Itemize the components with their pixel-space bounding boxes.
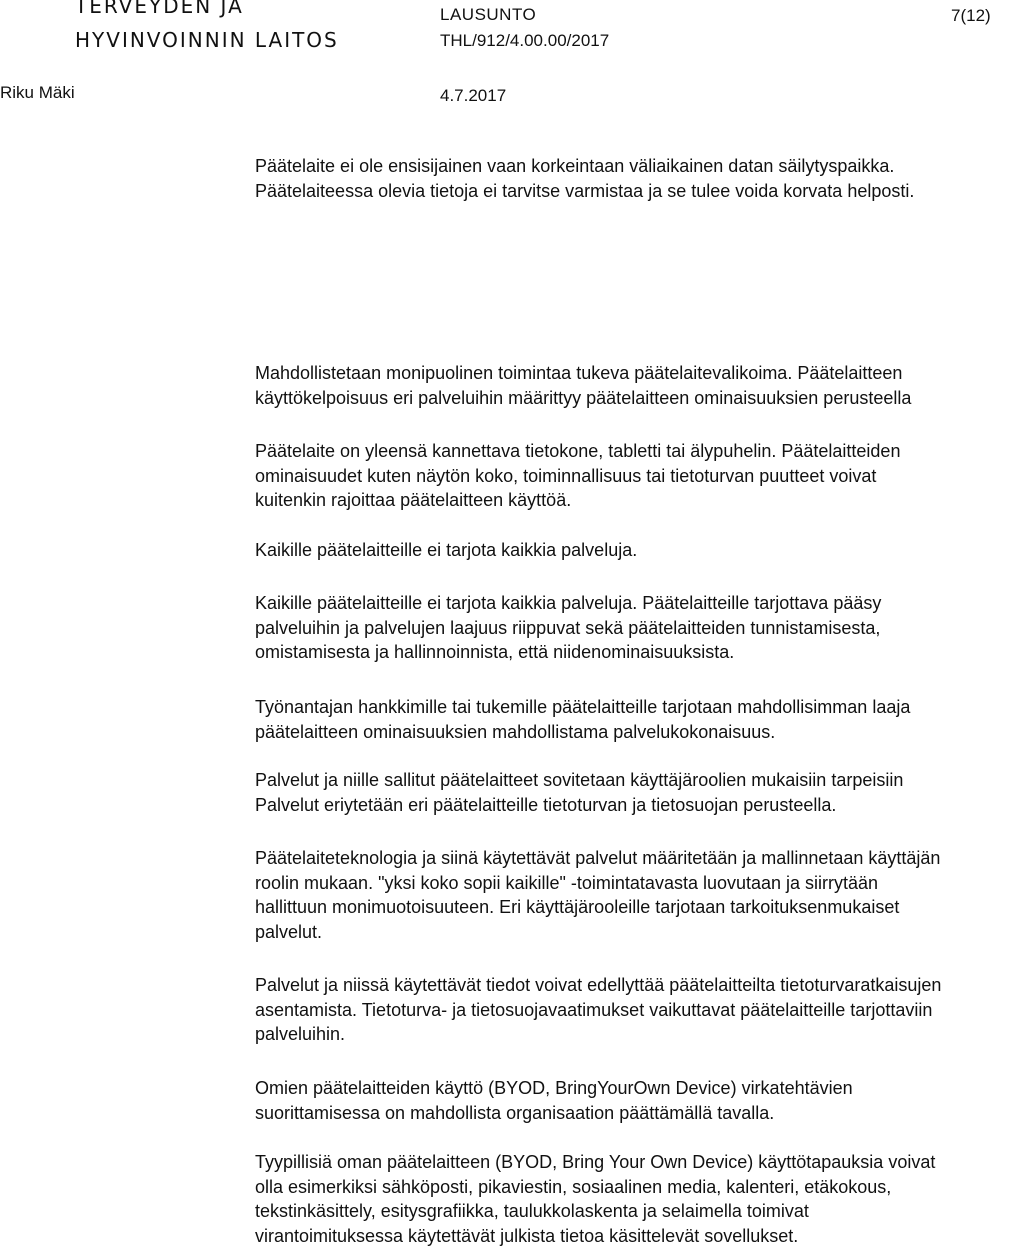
document-date: 4.7.2017 bbox=[440, 86, 507, 105]
paragraph: Päätelaiteteknologia ja siinä käytettävät palvelut määritetään ja mallinnetaan käyttäjän roolin mukaan. "yksi koko sopii kaikille" -toimintatavasta luovutaan ja siirrytään hallittuun monimuotoisuuteen. Eri käyttäjärooleille tarjotaan tarkoituksenmukaiset palvelut. bbox=[255, 848, 941, 942]
paragraph: Kaikille päätelaitteille ei tarjota kaikkia palveluja. bbox=[255, 540, 638, 560]
author-name: Riku Mäki bbox=[0, 83, 75, 102]
paragraph: Palvelut ja niille sallitut päätelaitteet sovitetaan käyttäjäroolien mukaisiin tarpeisiin Palvelut eriytetään eri päätelaitteille tietoturvan ja tietosuojan perusteella. bbox=[255, 770, 904, 815]
document-type: LAUSUNTO bbox=[440, 5, 537, 24]
page-number: 7(12) bbox=[951, 6, 991, 25]
org-name-line2: HYVINVOINNIN LAITOS bbox=[75, 28, 339, 52]
paragraph: Palvelut ja niissä käytettävät tiedot voivat edellyttää päätelaitteilta tietoturvaratkaisujen asentamista. Tietoturva- ja tietosuojavaatimukset vaikuttavat päätelaitteille tarjottaviin palveluihin. bbox=[255, 975, 942, 1044]
paragraph: Mahdollistetaan monipuolinen toimintaa tukeva päätelaitevalikoima. Päätelaitteen käyttökelpoisuus eri palveluihin määrittyy päätelaitteen ominaisuuksien perusteella bbox=[255, 363, 912, 408]
paragraph: Tyypillisiä oman päätelaitteen (BYOD, Bring Your Own Device) käyttötapauksia voivat olla esimerkiksi sähköposti, pikaviestin, sosiaalinen media, kalenteri, etäkokous, tekstinkäsittely, esitysgrafiikka, taulukkolaskenta ja selaimella toimivat virantoimituksessa käytettävät julkista tietoa käsittelevät sovellukset. bbox=[255, 1152, 936, 1246]
paragraph: Omien päätelaitteiden käyttö (BYOD, BringYourOwn Device) virkatehtävien suorittamisessa on mahdollista organisaation päättämällä tavalla. bbox=[255, 1078, 853, 1123]
paragraph: Työnantajan hankkimille tai tukemille päätelaitteille tarjotaan mahdollisimman laaja päätelaitteen ominaisuuksien mahdollistama palvelukokonaisuus. bbox=[255, 697, 911, 742]
paragraph: Päätelaite ei ole ensisijainen vaan korkeintaan väliaikainen datan säilytyspaikka. Päätelaiteessa olevia tietoja ei tarvitse varmistaa ja se tulee voida korvata helposti. bbox=[255, 156, 915, 201]
paragraph: Päätelaite on yleensä kannettava tietokone, tabletti tai älypuhelin. Päätelaitteiden ominaisuudet kuten näytön koko, toiminnallisuus tai tietoturvan puutteet voivat kuitenkin rajoittaa päätelaitteen käyttöä. bbox=[255, 441, 901, 510]
org-name-line1: TERVEYDEN JA bbox=[75, 0, 244, 18]
paragraph: Kaikille päätelaitteille ei tarjota kaikkia palveluja. Päätelaitteille tarjottava pääsy palveluihin ja palvelujen laajuus riippuvat sekä päätelaitteiden tunnistamisesta, omistamisesta ja hallinnoinnista, että niidenominaisuuksista. bbox=[255, 593, 882, 662]
document-number: THL/912/4.00.00/2017 bbox=[440, 31, 610, 50]
